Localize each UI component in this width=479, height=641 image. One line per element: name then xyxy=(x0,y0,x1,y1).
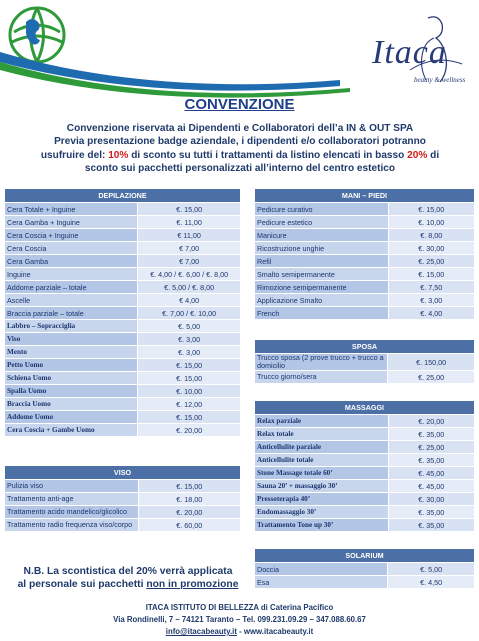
table-row xyxy=(255,229,475,242)
treatment-price: €. 150,00 xyxy=(388,354,475,371)
table-row xyxy=(255,281,475,294)
table-row xyxy=(5,242,241,255)
treatment-name: Petto Uomo xyxy=(5,359,138,372)
table-row xyxy=(5,307,241,320)
table-solarium xyxy=(254,548,475,589)
treatment-name: Cera Totale + Inguine xyxy=(5,203,138,216)
intro-fragment: usufruire del: xyxy=(40,149,109,161)
treatment-name: Mento xyxy=(5,346,138,359)
treatment-price: €. 7,00 / €. 10,00 xyxy=(138,307,241,320)
table-row xyxy=(5,519,241,532)
table-row xyxy=(5,294,241,307)
table-row xyxy=(255,563,475,576)
treatment-price: €. 11,00 xyxy=(138,216,241,229)
table-row xyxy=(255,467,475,480)
treatment-name: Trucco giorno/sera xyxy=(255,371,388,384)
promo-note xyxy=(8,565,248,591)
treatment-price: €. 15,00 xyxy=(138,480,241,493)
treatment-name: Schiena Uomo xyxy=(5,372,138,385)
treatment-price: €. 12,00 xyxy=(138,398,241,411)
treatment-price: €. 15,00 xyxy=(138,411,241,424)
footer-company: ITACA ISTITUTO DI BELLEZZA di Caterina Pacifico xyxy=(145,603,334,612)
treatment-price: €. 15,00 xyxy=(138,203,241,216)
treatment-price: €. 3,00 xyxy=(138,346,241,359)
website-link[interactable]: www.itacabeauty.it xyxy=(243,627,314,636)
treatment-price: € 11,00 xyxy=(138,229,241,242)
treatment-price: €. 15,00 xyxy=(138,372,241,385)
treatment-name: Pedicure curativo xyxy=(255,203,389,216)
section-heading: VISO xyxy=(5,466,241,480)
treatment-name: Cera Gamba + Inguine xyxy=(5,216,138,229)
table-row xyxy=(255,216,475,229)
treatment-name: Inguine xyxy=(5,268,138,281)
treatment-price: €. 25,00 xyxy=(388,441,474,454)
table-depilazione xyxy=(4,188,241,437)
table-row xyxy=(255,493,475,506)
treatment-name: Sauna 20’ + massaggio 30’ xyxy=(255,480,389,493)
note-line xyxy=(8,578,248,591)
treatment-name: Labbro – Sopracciglia xyxy=(5,320,138,333)
treatment-price: €. 15,00 xyxy=(388,268,474,281)
table-massaggi xyxy=(254,400,475,532)
treatment-name: Relax totale xyxy=(255,428,389,441)
table-row xyxy=(255,454,475,467)
table-sposa xyxy=(254,339,475,384)
treatment-price: € 4,00 xyxy=(138,294,241,307)
table-row xyxy=(5,411,241,424)
treatment-name: Trattamento acido mandelico/glicolico xyxy=(5,506,139,519)
discount-20: 20% xyxy=(407,149,428,161)
discount-10: 10% xyxy=(108,149,129,161)
treatment-price: €. 5,00 / €. 8,00 xyxy=(138,281,241,294)
table-row xyxy=(5,333,241,346)
treatment-name: Trucco sposa (2 prove trucco + trucco a domicilio xyxy=(255,354,388,371)
treatment-price: €. 60,00 xyxy=(138,519,241,532)
treatment-price: €. 45,00 xyxy=(388,480,474,493)
treatment-name: Trattamento Tone up 30’ xyxy=(255,519,389,532)
table-viso xyxy=(4,465,241,532)
treatment-name: Pedicure estetico xyxy=(255,216,389,229)
treatment-price: €. 4,50 xyxy=(388,576,475,589)
treatment-price: €. 25,00 xyxy=(388,255,474,268)
table-row xyxy=(5,346,241,359)
table-row xyxy=(5,203,241,216)
intro-line xyxy=(28,149,452,162)
table-row xyxy=(5,506,241,519)
treatment-name: Applicazione Smalto xyxy=(255,294,389,307)
table-row xyxy=(5,372,241,385)
treatment-price: €. 3,00 xyxy=(388,294,474,307)
table-row xyxy=(255,506,475,519)
table-row xyxy=(5,398,241,411)
treatment-name: Cera Coscia + Gambe Uomo xyxy=(5,424,138,437)
treatment-price: €. 5,00 xyxy=(388,563,475,576)
table-row xyxy=(255,354,475,371)
intro-text xyxy=(28,122,452,176)
table-row xyxy=(5,480,241,493)
table-row xyxy=(255,242,475,255)
treatment-name: Braccia Uomo xyxy=(5,398,138,411)
treatment-price: €. 10,00 xyxy=(388,216,474,229)
treatment-price: €. 30,00 xyxy=(388,493,474,506)
intro-line: Convenzione riservata ai Dipendenti e Collaboratori dell’a IN & OUT SPA xyxy=(66,123,414,134)
treatment-name: Endomassaggio 30’ xyxy=(255,506,389,519)
treatment-name: Spalla Uomo xyxy=(5,385,138,398)
table-row xyxy=(5,320,241,333)
treatment-name: Trattamento radio frequenza viso/corpo xyxy=(5,519,139,532)
note-emphasis: non in promozione xyxy=(146,579,239,590)
treatment-name: Pulizia viso xyxy=(5,480,139,493)
table-row xyxy=(255,576,475,589)
table-row xyxy=(5,493,241,506)
table-row xyxy=(5,385,241,398)
treatment-name: Cera Coscia xyxy=(5,242,138,255)
treatment-price: €. 5,00 xyxy=(138,320,241,333)
treatment-name: Relax parziale xyxy=(255,415,389,428)
intro-fragment: di sconto su tutti i trattamenti da listino elencati in basso xyxy=(128,149,408,161)
table-row xyxy=(255,268,475,281)
treatment-name: French xyxy=(255,307,389,320)
page-title: CONVENZIONE xyxy=(184,96,295,113)
treatment-price: € 7,00 xyxy=(138,255,241,268)
intro-line: Previa presentazione badge aziendale, i dipendenti e/o collaboratori potranno xyxy=(54,136,426,148)
table-row xyxy=(5,229,241,242)
treatment-price: €. 15,00 xyxy=(388,203,474,216)
section-heading: DEPILAZIONE xyxy=(5,189,241,203)
treatment-name: Stone Massage totale 60’ xyxy=(255,467,389,480)
treatment-price: €. 15,00 xyxy=(138,359,241,372)
table-row xyxy=(5,255,241,268)
footer-address: Via Rondinelli, 7 – 74121 Taranto – Tel. 099.231.09.29 – 347.088.60.67 xyxy=(113,615,366,624)
treatment-price: €. 35,00 xyxy=(388,519,474,532)
brand-tagline: beauty & wellness xyxy=(414,76,466,84)
treatment-price: €. 8,00 xyxy=(388,229,474,242)
treatment-price: €. 18,00 xyxy=(138,493,241,506)
treatment-name: Ricostruzione unghie xyxy=(255,242,389,255)
treatment-name: Pressoterapia 40’ xyxy=(255,493,389,506)
treatment-name: Rimozione semipermanente xyxy=(255,281,389,294)
section-heading: SPOSA xyxy=(255,340,475,354)
treatment-price: €. 4,00 xyxy=(388,307,474,320)
table-row xyxy=(255,203,475,216)
treatment-price: €. 20,00 xyxy=(138,506,241,519)
section-heading: SOLARIUM xyxy=(255,549,475,563)
treatment-price: €. 3,00 xyxy=(138,333,241,346)
section-heading: MASSAGGI xyxy=(255,401,475,415)
treatment-price: €. 30,00 xyxy=(388,242,474,255)
treatment-name: Ascelle xyxy=(5,294,138,307)
table-row xyxy=(5,359,241,372)
treatment-name: Addome Uomo xyxy=(5,411,138,424)
treatment-price: €. 7,50 xyxy=(388,281,474,294)
treatment-price: €. 35,00 xyxy=(388,506,474,519)
table-row xyxy=(255,255,475,268)
table-row xyxy=(255,428,475,441)
footer xyxy=(0,602,479,638)
section-heading: MANI – PIEDI xyxy=(255,189,475,203)
note-fragment: al personale sui pacchetti xyxy=(17,579,147,590)
brand-name: Itaca xyxy=(372,34,447,71)
treatment-price: €. 45,00 xyxy=(388,467,474,480)
treatment-name: Viso xyxy=(5,333,138,346)
treatment-price: €. 4,00 / €. 6,00 / €. 8,00 xyxy=(138,268,241,281)
table-row xyxy=(5,216,241,229)
treatment-price: €. 20,00 xyxy=(388,415,474,428)
table-row xyxy=(255,441,475,454)
treatment-price: €. 35,00 xyxy=(388,454,474,467)
treatment-name: Addome parziale – totale xyxy=(5,281,138,294)
table-mani-piedi xyxy=(254,188,475,320)
treatment-name: Braccia parziale – totale xyxy=(5,307,138,320)
table-row xyxy=(5,424,241,437)
table-row xyxy=(255,307,475,320)
footer-contacts xyxy=(0,626,479,638)
table-row xyxy=(255,480,475,493)
treatment-name: Smalto semipermanente xyxy=(255,268,389,281)
treatment-name: Cera Gamba xyxy=(5,255,138,268)
note-line: N.B. La scontistica del 20% verrà applicata xyxy=(23,566,233,577)
table-row xyxy=(5,281,241,294)
table-row xyxy=(255,294,475,307)
treatment-name: Doccia xyxy=(255,563,388,576)
treatment-price: €. 25,00 xyxy=(388,371,475,384)
table-row xyxy=(255,371,475,384)
treatment-name: Anticellulite parziale xyxy=(255,441,389,454)
table-row xyxy=(255,519,475,532)
treatment-price: €. 20,00 xyxy=(138,424,241,437)
treatment-name: Trattamento anti-age xyxy=(5,493,139,506)
table-row xyxy=(255,415,475,428)
treatment-price: €. 10,00 xyxy=(138,385,241,398)
treatment-name: Esa xyxy=(255,576,388,589)
email-link[interactable]: info@itacabeauty.it xyxy=(165,627,237,636)
treatment-name: Manicure xyxy=(255,229,389,242)
treatment-name: Anticellulite totale xyxy=(255,454,389,467)
table-row xyxy=(5,268,241,281)
footer-separator: - xyxy=(236,627,244,636)
intro-line: sconto sui pacchetti personalizzati all’interno del centro estetico xyxy=(84,163,396,175)
intro-fragment: di xyxy=(427,149,440,161)
treatment-price: €. 35,00 xyxy=(388,428,474,441)
treatment-name: Refil xyxy=(255,255,389,268)
treatment-price: € 7,00 xyxy=(138,242,241,255)
treatment-name: Cera Coscia + Inguine xyxy=(5,229,138,242)
